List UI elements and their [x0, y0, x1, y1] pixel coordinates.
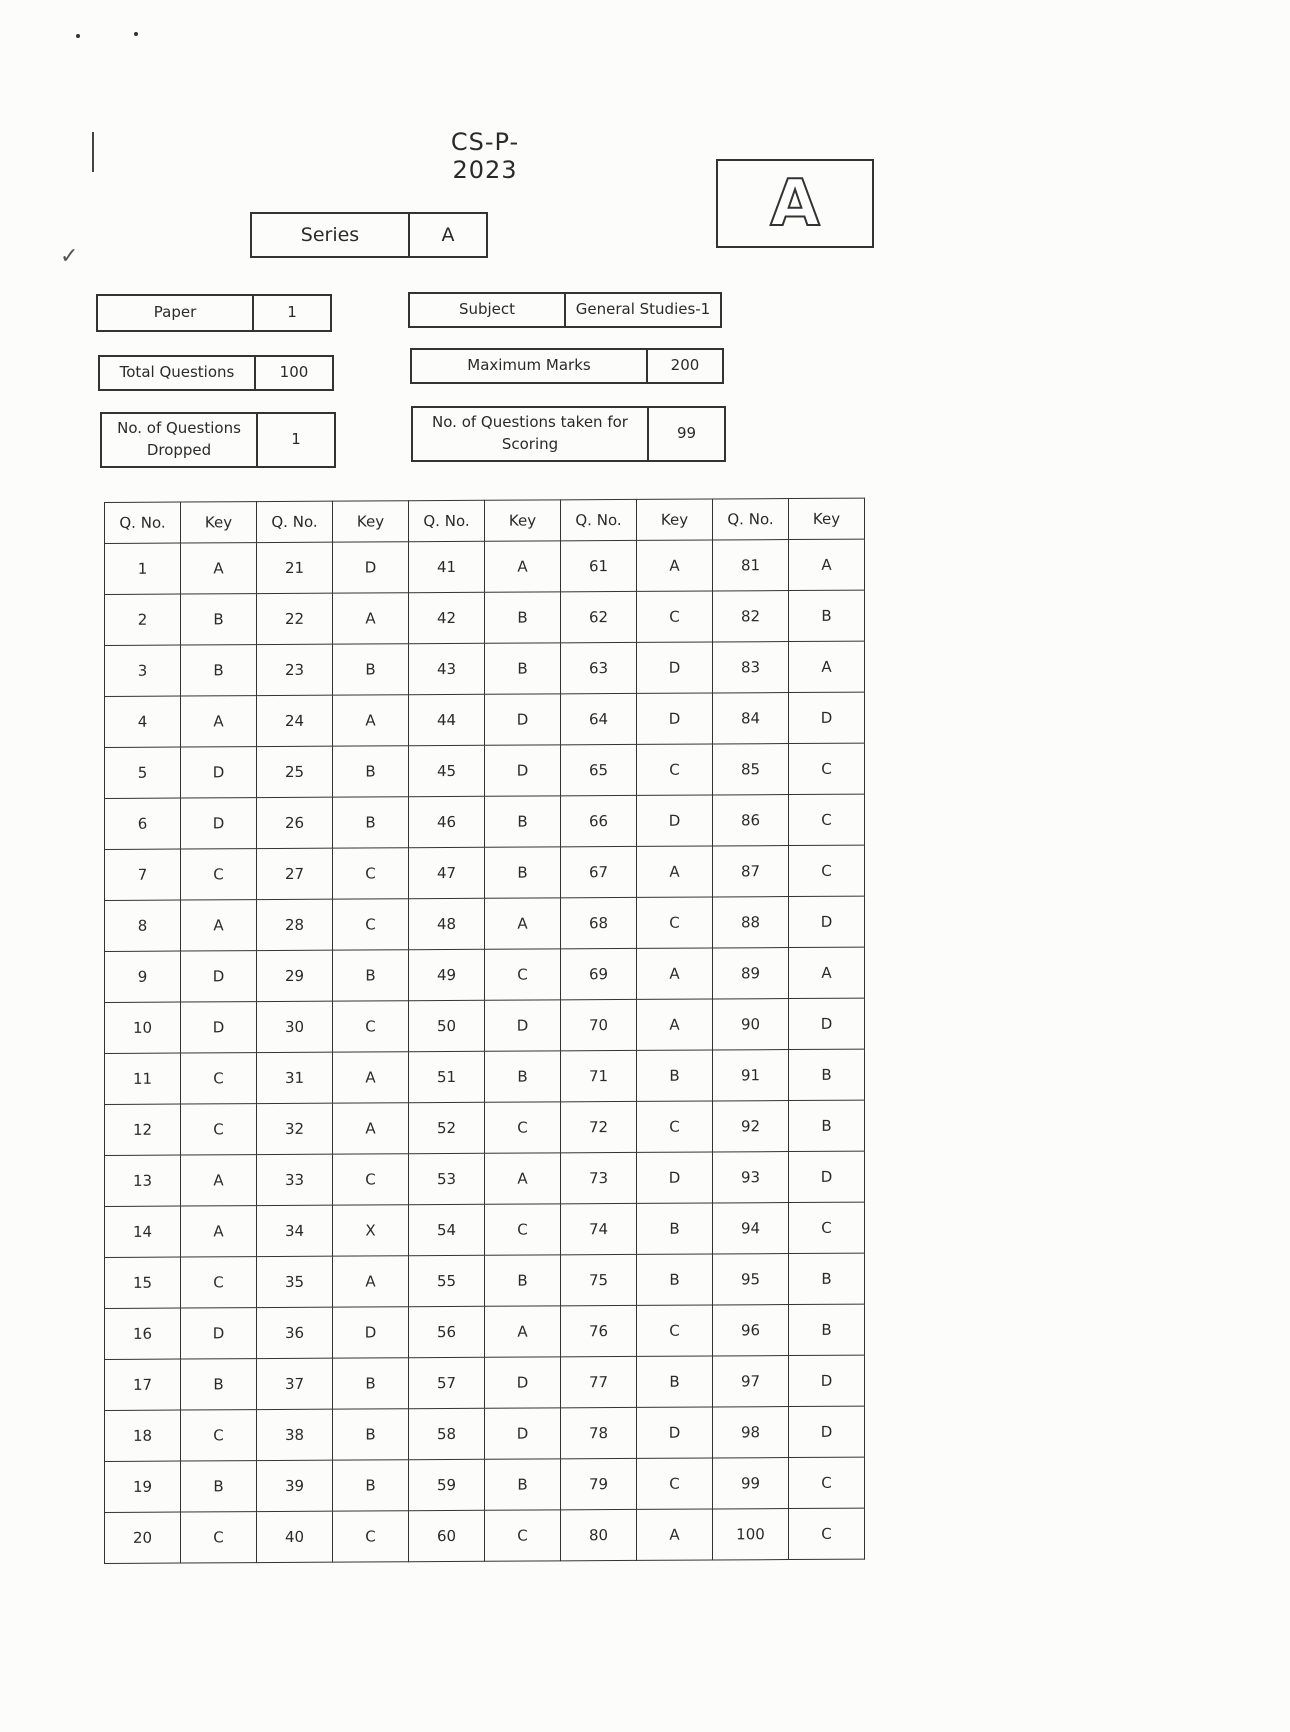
question-number-cell: 31: [257, 1052, 333, 1103]
table-row: [105, 1151, 865, 1206]
answer-key-cell: D: [637, 693, 713, 744]
questions-for-scoring-box: [411, 406, 726, 462]
question-number-cell: 59: [409, 1459, 485, 1510]
answer-key-cell: B: [485, 1459, 561, 1510]
answer-key-cell: A: [333, 1052, 409, 1103]
question-number-cell: 64: [561, 693, 637, 744]
subject-label: Subject: [410, 294, 566, 326]
answer-key-cell: C: [789, 794, 865, 845]
qno-header: Q. No.: [713, 499, 789, 540]
series-label: Series: [252, 214, 410, 256]
questions-dropped-value: 1: [291, 430, 301, 449]
answer-key-cell: C: [333, 899, 409, 950]
question-number-cell: 48: [409, 898, 485, 949]
question-number-cell: 97: [713, 1356, 789, 1407]
table-row: [105, 539, 865, 594]
answer-key-cell: B: [789, 1304, 865, 1355]
answer-key-cell: C: [789, 1202, 865, 1253]
total-questions-label: Total Questions: [100, 357, 256, 389]
answer-key-cell: A: [333, 593, 409, 644]
answer-key-cell: C: [789, 845, 865, 896]
question-number-cell: 83: [713, 642, 789, 693]
answer-key-cell: X: [333, 1205, 409, 1256]
table-row: [105, 947, 865, 1002]
answer-key-cell: C: [181, 1053, 257, 1104]
answer-key-cell: B: [333, 1358, 409, 1409]
answer-key-cell: B: [637, 1254, 713, 1305]
qno-header: Q. No.: [105, 502, 181, 543]
answer-key-cell: D: [485, 1000, 561, 1051]
answer-key-cell: B: [485, 643, 561, 694]
answer-key-cell: C: [333, 1001, 409, 1052]
table-row: [105, 1508, 865, 1563]
question-number-cell: 93: [713, 1152, 789, 1203]
answer-key-cell: C: [333, 1511, 409, 1562]
table-row: [105, 896, 865, 951]
key-header: Key: [789, 498, 865, 539]
question-number-cell: 74: [561, 1203, 637, 1254]
scan-dot: [134, 32, 138, 36]
question-number-cell: 2: [105, 594, 181, 645]
question-number-cell: 90: [713, 999, 789, 1050]
paper-box: [96, 294, 332, 332]
answer-key-cell: B: [333, 797, 409, 848]
scan-dot: [76, 34, 80, 38]
margin-mark: [92, 132, 94, 172]
question-number-cell: 40: [257, 1511, 333, 1562]
answer-key-cell: D: [333, 542, 409, 593]
answer-key-cell: D: [485, 745, 561, 796]
qno-header: Q. No.: [561, 499, 637, 540]
question-number-cell: 92: [713, 1101, 789, 1152]
answer-key-cell: B: [181, 1461, 257, 1512]
question-number-cell: 28: [257, 899, 333, 950]
table-row: [105, 743, 865, 798]
question-number-cell: 95: [713, 1254, 789, 1305]
question-number-cell: 78: [561, 1407, 637, 1458]
answer-key-cell: D: [789, 1406, 865, 1457]
table-row: [105, 1100, 865, 1155]
answer-key-body: [105, 539, 865, 1563]
table-row: [105, 1355, 865, 1410]
question-number-cell: 39: [257, 1460, 333, 1511]
question-number-cell: 12: [105, 1104, 181, 1155]
answer-key-cell: B: [637, 1356, 713, 1407]
table-row: [105, 1304, 865, 1359]
table-row: [105, 590, 865, 645]
question-number-cell: 98: [713, 1407, 789, 1458]
question-number-cell: 52: [409, 1102, 485, 1153]
key-header: Key: [485, 500, 561, 541]
question-number-cell: 55: [409, 1255, 485, 1306]
answer-key-cell: B: [789, 1049, 865, 1100]
question-number-cell: 13: [105, 1155, 181, 1206]
question-number-cell: 87: [713, 846, 789, 897]
question-number-cell: 7: [105, 849, 181, 900]
question-number-cell: 73: [561, 1152, 637, 1203]
qno-header: Q. No.: [409, 500, 485, 541]
question-number-cell: 49: [409, 949, 485, 1000]
question-number-cell: 50: [409, 1000, 485, 1051]
answer-key-cell: C: [333, 848, 409, 899]
question-number-cell: 81: [713, 540, 789, 591]
paper-label: Paper: [98, 296, 254, 330]
answer-key-cell: C: [637, 591, 713, 642]
answer-key-cell: A: [485, 898, 561, 949]
table-row: [105, 692, 865, 747]
question-number-cell: 86: [713, 795, 789, 846]
answer-key-cell: A: [637, 540, 713, 591]
question-number-cell: 66: [561, 795, 637, 846]
table-row: [105, 998, 865, 1053]
question-number-cell: 77: [561, 1356, 637, 1407]
question-number-cell: 56: [409, 1306, 485, 1357]
answer-key-cell: C: [789, 1457, 865, 1508]
answer-key-cell: B: [637, 1050, 713, 1101]
question-number-cell: 19: [105, 1461, 181, 1512]
answer-key-cell: B: [181, 1359, 257, 1410]
answer-key-cell: C: [485, 1204, 561, 1255]
answer-key-cell: B: [789, 1253, 865, 1304]
question-number-cell: 45: [409, 745, 485, 796]
question-number-cell: 80: [561, 1509, 637, 1560]
question-number-cell: 24: [257, 695, 333, 746]
question-number-cell: 26: [257, 797, 333, 848]
question-number-cell: 14: [105, 1206, 181, 1257]
answer-key-cell: C: [181, 1104, 257, 1155]
question-number-cell: 58: [409, 1408, 485, 1459]
question-number-cell: 76: [561, 1305, 637, 1356]
question-number-cell: 85: [713, 744, 789, 795]
question-number-cell: 69: [561, 948, 637, 999]
answer-key-cell: D: [485, 1357, 561, 1408]
question-number-cell: 99: [713, 1458, 789, 1509]
question-number-cell: 53: [409, 1153, 485, 1204]
maximum-marks-label: Maximum Marks: [412, 350, 648, 382]
question-number-cell: 32: [257, 1103, 333, 1154]
question-number-cell: 20: [105, 1512, 181, 1563]
answer-key-cell: A: [637, 999, 713, 1050]
answer-key-cell: A: [789, 539, 865, 590]
answer-key-cell: D: [637, 795, 713, 846]
answer-key-cell: A: [485, 1153, 561, 1204]
maximum-marks-box: [410, 348, 724, 384]
total-questions-value: 100: [279, 363, 309, 382]
question-number-cell: 29: [257, 950, 333, 1001]
question-number-cell: 8: [105, 900, 181, 951]
question-number-cell: 75: [561, 1254, 637, 1305]
question-number-cell: 38: [257, 1409, 333, 1460]
question-number-cell: 91: [713, 1050, 789, 1101]
subject-value: General Studies-1: [575, 300, 711, 319]
question-number-cell: 9: [105, 951, 181, 1002]
question-number-cell: 71: [561, 1050, 637, 1101]
answer-key-cell: B: [333, 746, 409, 797]
question-number-cell: 88: [713, 897, 789, 948]
answer-key-cell: A: [637, 846, 713, 897]
answer-key-cell: B: [181, 594, 257, 645]
maximum-marks-value: 200: [670, 356, 700, 375]
questions-for-scoring-label: No. of Questions taken for Scoring: [413, 408, 649, 460]
answer-key-cell: B: [637, 1203, 713, 1254]
table-row: [105, 1457, 865, 1512]
answer-key-cell: D: [485, 694, 561, 745]
question-number-cell: 79: [561, 1458, 637, 1509]
answer-key-cell: A: [333, 695, 409, 746]
answer-key-cell: D: [637, 1407, 713, 1458]
answer-key-cell: A: [637, 948, 713, 999]
answer-key-cell: C: [485, 1510, 561, 1561]
booklet-series-letter: A: [770, 166, 820, 241]
answer-key-cell: C: [333, 1154, 409, 1205]
answer-key-cell: A: [333, 1103, 409, 1154]
question-number-cell: 35: [257, 1256, 333, 1307]
question-number-cell: 41: [409, 541, 485, 592]
question-number-cell: 15: [105, 1257, 181, 1308]
page-title: CS-P- 2023: [450, 128, 520, 184]
question-number-cell: 36: [257, 1307, 333, 1358]
answer-key-cell: A: [181, 543, 257, 594]
question-number-cell: 3: [105, 645, 181, 696]
answer-key-cell: D: [181, 1002, 257, 1053]
answer-key-cell: A: [789, 947, 865, 998]
answer-key-cell: D: [181, 1308, 257, 1359]
question-number-cell: 6: [105, 798, 181, 849]
answer-key-cell: D: [637, 1152, 713, 1203]
question-number-cell: 67: [561, 846, 637, 897]
table-row: [105, 794, 865, 849]
question-number-cell: 23: [257, 644, 333, 695]
questions-dropped-label: No. of Questions Dropped: [102, 414, 258, 466]
key-header: Key: [637, 499, 713, 540]
answer-key-cell: D: [789, 692, 865, 743]
question-number-cell: 10: [105, 1002, 181, 1053]
answer-key-cell: C: [637, 744, 713, 795]
question-number-cell: 22: [257, 593, 333, 644]
answer-key-cell: A: [181, 1206, 257, 1257]
question-number-cell: 94: [713, 1203, 789, 1254]
answer-key-cell: A: [485, 1306, 561, 1357]
subject-box: [408, 292, 722, 328]
answer-key-cell: A: [637, 1509, 713, 1560]
answer-key-cell: D: [637, 642, 713, 693]
answer-key-cell: D: [181, 747, 257, 798]
answer-key-cell: D: [789, 998, 865, 1049]
answer-key-cell: C: [485, 949, 561, 1000]
question-number-cell: 25: [257, 746, 333, 797]
answer-key-cell: C: [637, 897, 713, 948]
answer-key-cell: C: [637, 1305, 713, 1356]
question-number-cell: 70: [561, 999, 637, 1050]
question-number-cell: 57: [409, 1357, 485, 1408]
question-number-cell: 62: [561, 591, 637, 642]
question-number-cell: 72: [561, 1101, 637, 1152]
question-number-cell: 51: [409, 1051, 485, 1102]
total-questions-box: [98, 355, 334, 391]
answer-key-cell: A: [333, 1256, 409, 1307]
answer-key-cell: B: [789, 1100, 865, 1151]
answer-key-cell: C: [789, 1508, 865, 1559]
series-value: A: [441, 224, 455, 246]
series-box: [250, 212, 488, 258]
answer-key-cell: B: [333, 950, 409, 1001]
answer-key-cell: C: [637, 1101, 713, 1152]
answer-key-cell: D: [789, 1151, 865, 1202]
answer-key-cell: A: [789, 641, 865, 692]
question-number-cell: 68: [561, 897, 637, 948]
question-number-cell: 18: [105, 1410, 181, 1461]
question-number-cell: 89: [713, 948, 789, 999]
question-number-cell: 60: [409, 1510, 485, 1561]
question-number-cell: 21: [257, 542, 333, 593]
paper-value: 1: [287, 303, 297, 322]
answer-key-cell: B: [485, 796, 561, 847]
answer-key-header: [105, 498, 865, 543]
answer-key-cell: C: [181, 1257, 257, 1308]
answer-key-cell: C: [181, 1512, 257, 1563]
question-number-cell: 16: [105, 1308, 181, 1359]
answer-key-cell: B: [333, 1460, 409, 1511]
answer-key-cell: A: [181, 1155, 257, 1206]
answer-key-table: [104, 498, 865, 1564]
answer-key-cell: A: [181, 696, 257, 747]
key-header: Key: [181, 502, 257, 543]
table-row: [105, 1202, 865, 1257]
question-number-cell: 82: [713, 591, 789, 642]
pen-tick-mark: ✓: [60, 244, 79, 269]
question-number-cell: 11: [105, 1053, 181, 1104]
question-number-cell: 100: [713, 1509, 789, 1560]
key-header: Key: [333, 501, 409, 542]
answer-key-cell: D: [333, 1307, 409, 1358]
question-number-cell: 34: [257, 1205, 333, 1256]
question-number-cell: 4: [105, 696, 181, 747]
question-number-cell: 43: [409, 643, 485, 694]
answer-key-cell: C: [637, 1458, 713, 1509]
table-row: [105, 1406, 865, 1461]
questions-for-scoring-value: 99: [676, 424, 697, 443]
table-row: [105, 1049, 865, 1104]
question-number-cell: 84: [713, 693, 789, 744]
answer-key-cell: D: [181, 798, 257, 849]
booklet-series-box: [716, 159, 874, 248]
question-number-cell: 30: [257, 1001, 333, 1052]
question-number-cell: 63: [561, 642, 637, 693]
question-number-cell: 65: [561, 744, 637, 795]
answer-key-cell: B: [485, 847, 561, 898]
question-number-cell: 44: [409, 694, 485, 745]
answer-key-cell: B: [333, 644, 409, 695]
answer-key-cell: C: [485, 1102, 561, 1153]
header-row: [105, 498, 865, 543]
question-number-cell: 5: [105, 747, 181, 798]
answer-key-cell: D: [485, 1408, 561, 1459]
answer-key-cell: A: [485, 541, 561, 592]
qno-header: Q. No.: [257, 501, 333, 542]
question-number-cell: 1: [105, 543, 181, 594]
table-row: [105, 845, 865, 900]
answer-key-cell: D: [789, 896, 865, 947]
question-number-cell: 54: [409, 1204, 485, 1255]
table-row: [105, 1253, 865, 1308]
answer-key-cell: C: [181, 1410, 257, 1461]
answer-key-cell: C: [181, 849, 257, 900]
answer-key-cell: C: [789, 743, 865, 794]
answer-key-cell: D: [181, 951, 257, 1002]
question-number-cell: 27: [257, 848, 333, 899]
question-number-cell: 96: [713, 1305, 789, 1356]
questions-dropped-box: [100, 412, 336, 468]
answer-key-cell: B: [485, 1051, 561, 1102]
answer-key-cell: B: [789, 590, 865, 641]
question-number-cell: 46: [409, 796, 485, 847]
answer-key-cell: A: [181, 900, 257, 951]
question-number-cell: 17: [105, 1359, 181, 1410]
question-number-cell: 61: [561, 540, 637, 591]
answer-key-cell: B: [485, 1255, 561, 1306]
answer-key-cell: B: [485, 592, 561, 643]
answer-key-cell: D: [789, 1355, 865, 1406]
table-row: [105, 641, 865, 696]
answer-key-cell: B: [333, 1409, 409, 1460]
question-number-cell: 33: [257, 1154, 333, 1205]
answer-key-cell: B: [181, 645, 257, 696]
question-number-cell: 37: [257, 1358, 333, 1409]
question-number-cell: 42: [409, 592, 485, 643]
question-number-cell: 47: [409, 847, 485, 898]
